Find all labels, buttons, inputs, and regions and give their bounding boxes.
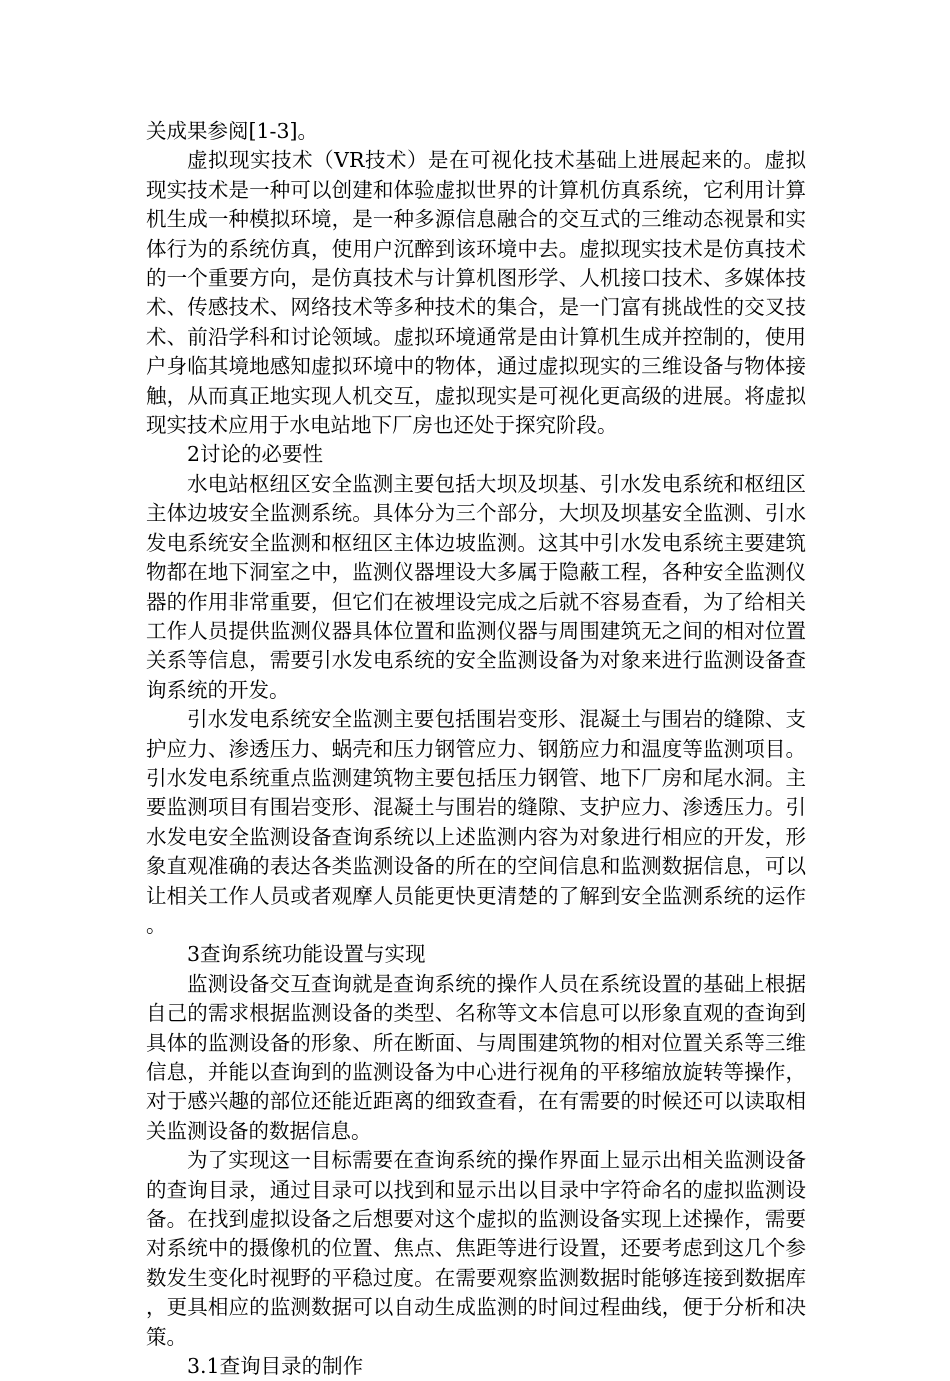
section-heading-3-1: 3.1查询目录的制作	[187, 1354, 364, 1379]
section-heading-2: 2讨论的必要性	[187, 442, 324, 467]
paragraph-continuation: 关成果参阅[1-3]。	[146, 119, 319, 143]
paragraph-monitoring-overview: 水电站枢纽区安全监测主要包括大坝及坝基、引水发电系统和枢纽区主体边坡安全监测系统。具体分为三个部分，大坝及坝基安全监测、引水发电系统安全监测和枢纽区主体边坡监测。这其中引水发电系统主要建筑物都在地下洞室之中，监测仪器埋设大多属于隐蔽工程，各种安全监测仪器的作用非常重要，但它们在被埋设完成之后就不容易查看，为了给相关工作人员提供监测仪器具体位置和监测仪器与周围建筑无之间的相对位置关系等信息，需要引水发电系统的安全监测设备为对象来进行监测设备查询系统的开发。	[146, 471, 806, 702]
paragraph-vr-technology: 虚拟现实技术（VR技术）是在可视化技术基础上进展起来的。虚拟现实技术是一种可以创建和体验虚拟世界的计算机仿真系统，它利用计算机生成一种模拟环境，是一种多源信息融合的交互式的三维动态视景和实体行为的系统仿真，使用户沉醉到该环境中去。虚拟现实技术是仿真技术的一个重要方向，是仿真技术与计算机图形学、人机接口技术、多媒体技术、传感技术、网络技术等多种技术的集合，是一门富有挑战性的交叉技术、前沿学科和讨论领域。虚拟环境通常是由计算机生成并控制的，使用户身临其境地感知虚拟环境中的物体，通过虚拟现实的三维设备与物体接触，从而真正地实现人机交互，虚拟现实是可视化更高级的进展。将虚拟现实技术应用于水电站地下厂房也还处于探究阶段。	[146, 148, 806, 438]
section-heading-3: 3查询系统功能设置与实现	[187, 942, 426, 967]
paragraph-query-goal: 为了实现这一目标需要在查询系统的操作界面上显示出相关监测设备的查询目录，通过目录可以找到和显示出以目录中字符命名的虚拟监测设备。在找到虚拟设备之后想要对这个虚拟的监测设备实现上述操作，需要对系统中的摄像机的位置、焦点、焦距等进行设置，还要考虑到这几个参数发生变化时视野的平稳过度。在需要观察监测数据时能够连接到数据库，更具相应的监测数据可以自动生成监测的时间过程曲线，便于分析和决策。	[146, 1148, 806, 1349]
document-page	[146, 117, 806, 1381]
paragraph-interactive-query: 监测设备交互查询就是查询系统的操作人员在系统设置的基础上根据自己的需求根据监测设备的类型、名称等文本信息可以形象直观的查询到具体的监测设备的形象、所在断面、与周围建筑物的相对位置关系等三维信息，并能以查询到的监测设备为中心进行视角的平移缩放旋转等操作，对于感兴趣的部位还能近距离的细致查看，在有需要的时候还可以读取相关监测设备的数据信息。	[146, 971, 806, 1143]
paragraph-monitoring-items: 引水发电系统安全监测主要包括围岩变形、混凝土与围岩的缝隙、支护应力、渗透压力、蜗壳和压力钢管应力、钢筋应力和温度等监测项目。引水发电系统重点监测建筑物主要包括压力钢管、地下厂房和尾水洞。主要监测项目有围岩变形、混凝土与围岩的缝隙、支护应力、渗透压力。引水发电安全监测设备查询系统以上述监测内容为对象进行相应的开发，形象直观准确的表达各类监测设备的所在的空间信息和监测数据信息，可以让相关工作人员或者观摩人员能更快更清楚的了解到安全监测系统的运作。	[146, 707, 806, 937]
